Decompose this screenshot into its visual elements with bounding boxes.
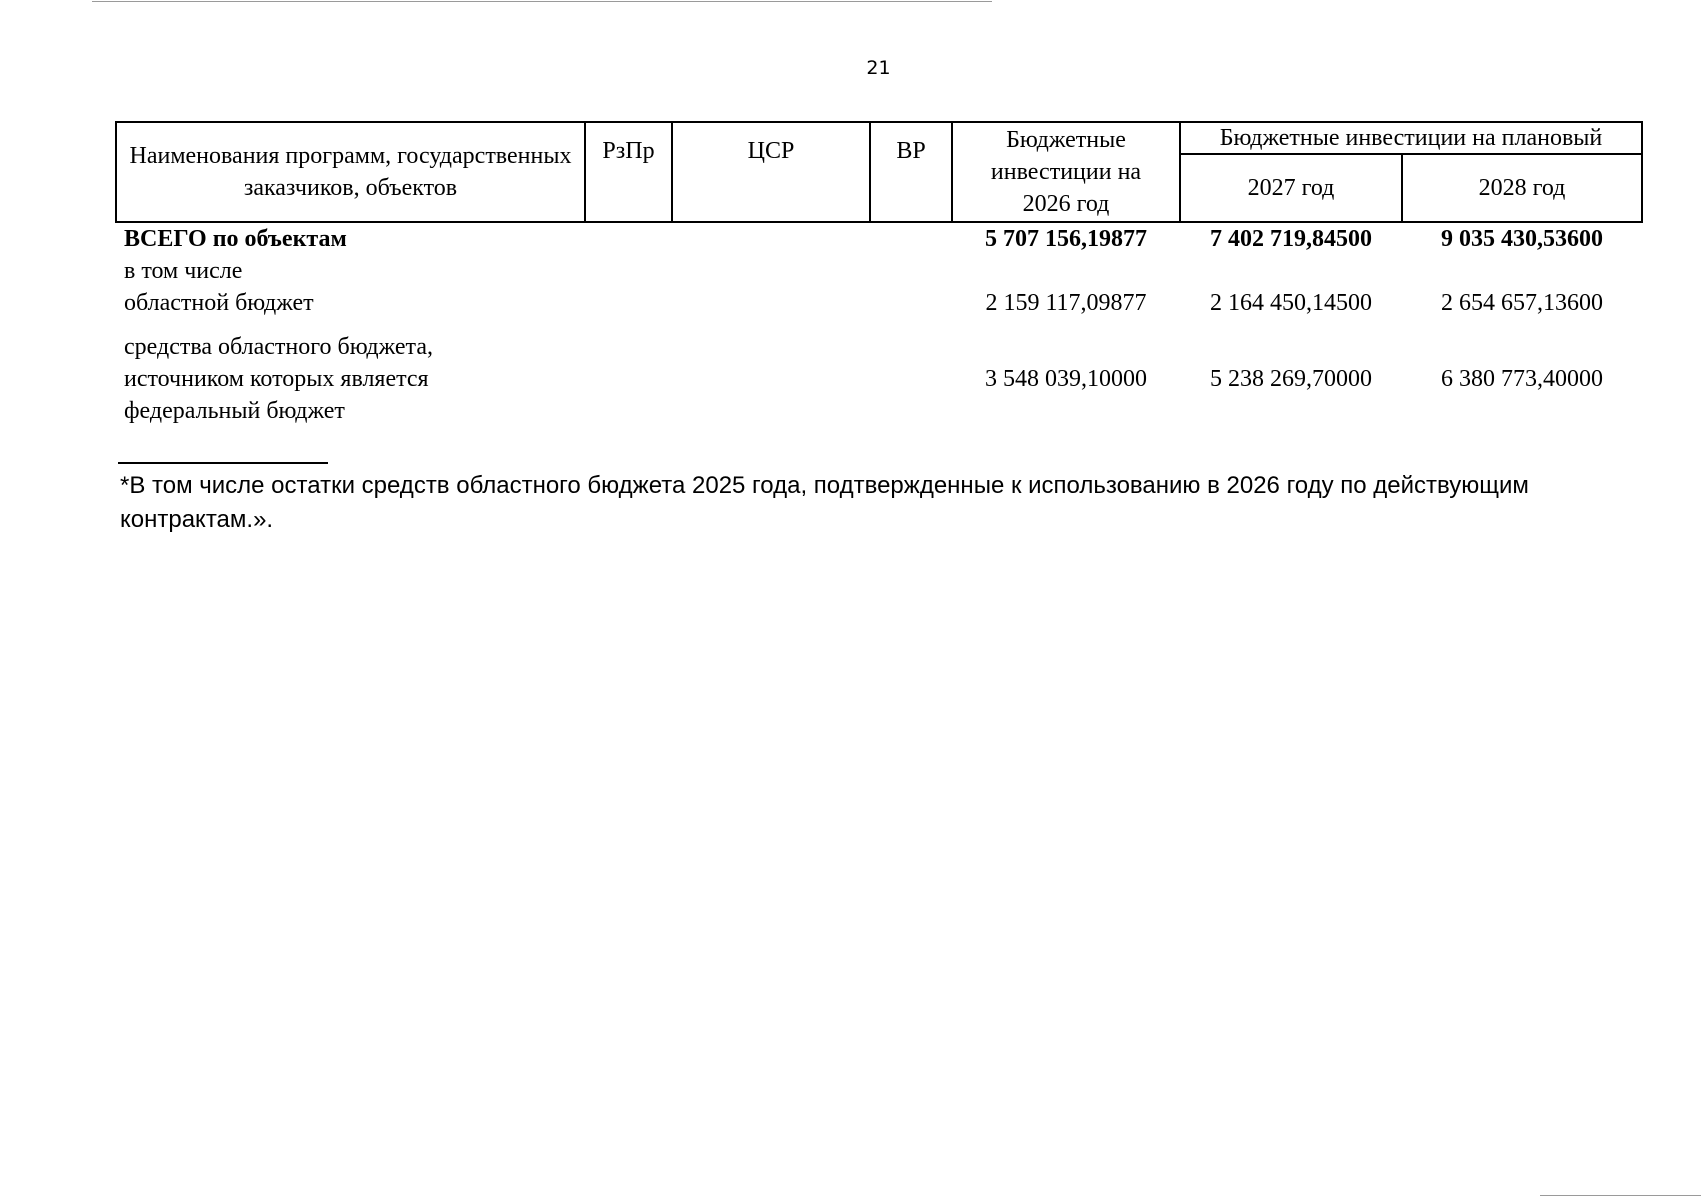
row-value-2028 — [1402, 255, 1642, 287]
row-value-2028: 9 035 430,53600 — [1441, 226, 1603, 252]
footnote-separator — [118, 462, 328, 464]
header-year-2028: 2028 год — [1402, 154, 1642, 222]
row-vr — [870, 331, 952, 427]
row-rzpr — [585, 255, 672, 287]
footnote-text: *В том числе остатки средств областного бюджета 2025 года, подтвержденные к использованию в 2026 году по действующим контрактам.». — [120, 472, 1529, 533]
row-value-2026 — [952, 255, 1180, 287]
scan-edge-line — [92, 1, 992, 2]
row-csr — [672, 331, 870, 427]
page-number: 21 — [866, 57, 891, 79]
row-value-2026: 2 159 117,09877 — [985, 290, 1147, 316]
row-vr — [870, 287, 952, 319]
row-name: областной бюджет — [124, 290, 314, 316]
row-value-2026: 5 707 156,19877 — [985, 226, 1147, 252]
table-row — [116, 255, 1642, 287]
row-value-2028: 6 380 773,40000 — [1441, 366, 1603, 392]
row-value-2027 — [1180, 255, 1402, 287]
row-csr — [672, 222, 870, 255]
row-value-2027: 7 402 719,84500 — [1210, 226, 1372, 252]
header-csr: ЦСР — [672, 122, 870, 222]
row-name: средства областного бюджета, источником которых является федеральный бюджет — [124, 334, 433, 424]
table-row-spacer — [116, 319, 1642, 331]
budget-investments-table — [115, 121, 1643, 427]
row-rzpr — [585, 331, 672, 427]
row-vr — [870, 255, 952, 287]
row-name: ВСЕГО по объектам — [124, 226, 347, 252]
table-row-total — [116, 222, 1642, 255]
header-year-2027: 2027 год — [1180, 154, 1402, 222]
row-csr — [672, 287, 870, 319]
row-value-2027: 5 238 269,70000 — [1210, 366, 1372, 392]
row-value-2028: 2 654 657,13600 — [1441, 290, 1603, 316]
row-rzpr — [585, 287, 672, 319]
header-investments-planned: Бюджетные инвестиции на плановый — [1180, 122, 1642, 154]
table-row — [116, 287, 1642, 319]
row-vr — [870, 222, 952, 255]
header-name: Наименования программ, государственных заказчиков, объектов — [116, 122, 585, 222]
row-csr — [672, 255, 870, 287]
row-value-2026: 3 548 039,10000 — [985, 366, 1147, 392]
row-name: в том числе — [124, 258, 243, 284]
row-value-2027: 2 164 450,14500 — [1210, 290, 1372, 316]
scan-edge-line — [1540, 1195, 1701, 1196]
table-row — [116, 331, 1642, 427]
table-header-row — [116, 122, 1642, 154]
header-rzpr: РзПр — [585, 122, 672, 222]
row-rzpr — [585, 222, 672, 255]
header-vr: ВР — [870, 122, 952, 222]
header-investments-2026: Бюджетные инвестиции на 2026 год — [952, 122, 1180, 222]
